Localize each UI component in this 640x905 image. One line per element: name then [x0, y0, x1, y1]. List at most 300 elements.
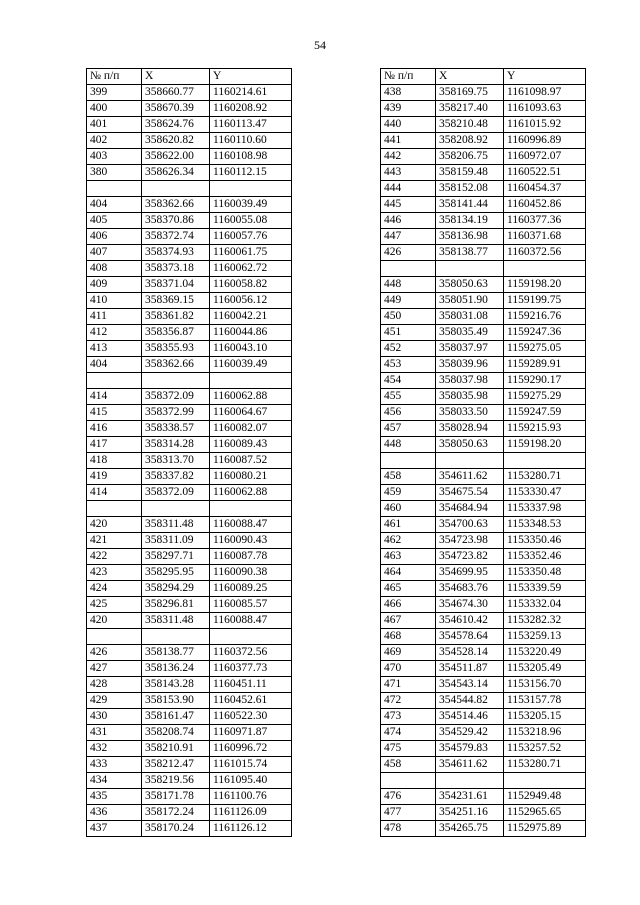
cell-y: 1160087.52	[210, 453, 292, 469]
cell-x: 354529.42	[436, 725, 504, 741]
table-row	[87, 453, 292, 469]
cell-point-number: 457	[381, 421, 436, 437]
table-row	[381, 341, 586, 357]
cell-x: 358372.74	[142, 229, 210, 245]
table-row	[87, 149, 292, 165]
cell-x: 358152.08	[436, 181, 504, 197]
table-row	[87, 725, 292, 741]
cell-point-number: 424	[87, 581, 142, 597]
cell-point-number: 422	[87, 549, 142, 565]
cell-x: 354578.64	[436, 629, 504, 645]
table-row	[381, 421, 586, 437]
table-row	[381, 437, 586, 453]
table-row	[381, 693, 586, 709]
table-row	[381, 597, 586, 613]
page-number: 54	[314, 38, 326, 52]
cell-y: 1159216.76	[504, 309, 586, 325]
cell-y: 1160112.15	[210, 165, 292, 181]
cell-y: 1160055.08	[210, 213, 292, 229]
cell-x: 354684.94	[436, 501, 504, 517]
cell-y: 1160208.92	[210, 101, 292, 117]
cell-y: 1160043.10	[210, 341, 292, 357]
cell-x: 358153.90	[142, 693, 210, 709]
table-row	[381, 229, 586, 245]
cell-y: 1160061.75	[210, 245, 292, 261]
cell-y: 1153352.46	[504, 549, 586, 565]
cell-point-number: 406	[87, 229, 142, 245]
cell-point-number: 445	[381, 197, 436, 213]
cell-x: 354544.82	[436, 693, 504, 709]
table-row	[381, 245, 586, 261]
cell-point-number: 447	[381, 229, 436, 245]
cell-point-number	[87, 181, 142, 197]
table-row	[381, 773, 586, 789]
table-row	[87, 341, 292, 357]
cell-y: 1153332.04	[504, 597, 586, 613]
cell-y: 1160064.67	[210, 405, 292, 421]
cell-point-number: 458	[381, 757, 436, 773]
cell-y: 1159275.29	[504, 389, 586, 405]
cell-point-number: 432	[87, 741, 142, 757]
cell-point-number: 408	[87, 261, 142, 277]
table-row	[87, 677, 292, 693]
table-row	[381, 165, 586, 181]
table-row	[87, 757, 292, 773]
table-row	[87, 501, 292, 517]
cell-point-number: 452	[381, 341, 436, 357]
cell-x: 358138.77	[142, 645, 210, 661]
table-row	[381, 565, 586, 581]
cell-x: 358620.82	[142, 133, 210, 149]
table-row	[87, 325, 292, 341]
table-row	[381, 629, 586, 645]
cell-x: 354723.98	[436, 533, 504, 549]
table-row	[87, 565, 292, 581]
cell-x: 358210.48	[436, 117, 504, 133]
cell-point-number: 442	[381, 149, 436, 165]
cell-y: 1161015.92	[504, 117, 586, 133]
table-row	[381, 709, 586, 725]
cell-y: 1160377.73	[210, 661, 292, 677]
cell-y: 1161126.12	[210, 821, 292, 837]
cell-x: 358313.70	[142, 453, 210, 469]
column-header-y: Y	[210, 69, 292, 85]
cell-y: 1159199.75	[504, 293, 586, 309]
cell-point-number: 448	[381, 437, 436, 453]
cell-x: 358169.75	[436, 85, 504, 101]
cell-point-number: 425	[87, 597, 142, 613]
table-row	[87, 229, 292, 245]
cell-y: 1161095.40	[210, 773, 292, 789]
table-row	[87, 469, 292, 485]
cell-y: 1160372.56	[210, 645, 292, 661]
cell-y: 1153282.32	[504, 613, 586, 629]
cell-y	[210, 629, 292, 645]
cell-x: 358670.39	[142, 101, 210, 117]
cell-x: 354723.82	[436, 549, 504, 565]
cell-y: 1153205.49	[504, 661, 586, 677]
column-header-x: X	[142, 69, 210, 85]
table-row	[381, 805, 586, 821]
cell-y: 1160088.47	[210, 613, 292, 629]
cell-y	[210, 373, 292, 389]
cell-x: 358219.56	[142, 773, 210, 789]
cell-y: 1160057.76	[210, 229, 292, 245]
cell-point-number	[87, 629, 142, 645]
cell-y: 1160454.37	[504, 181, 586, 197]
cell-x: 358141.44	[436, 197, 504, 213]
table-row	[87, 165, 292, 181]
cell-x: 354611.62	[436, 469, 504, 485]
cell-point-number: 434	[87, 773, 142, 789]
cell-point-number: 476	[381, 789, 436, 805]
table-body-right	[381, 85, 586, 837]
cell-x: 358373.18	[142, 261, 210, 277]
table-header-row	[87, 69, 292, 85]
table-row	[87, 181, 292, 197]
cell-x: 358361.82	[142, 309, 210, 325]
cell-point-number: 451	[381, 325, 436, 341]
cell-point-number: 416	[87, 421, 142, 437]
cell-y: 1160039.49	[210, 357, 292, 373]
cell-point-number: 412	[87, 325, 142, 341]
cell-y: 1153350.46	[504, 533, 586, 549]
cell-y	[210, 181, 292, 197]
cell-point-number: 402	[87, 133, 142, 149]
cell-point-number: 477	[381, 805, 436, 821]
table-row	[87, 101, 292, 117]
table-row	[87, 645, 292, 661]
cell-y: 1153156.70	[504, 677, 586, 693]
table-row	[87, 581, 292, 597]
table-row	[381, 645, 586, 661]
cell-point-number: 399	[87, 85, 142, 101]
cell-point-number: 407	[87, 245, 142, 261]
cell-x: 354251.16	[436, 805, 504, 821]
table-row	[87, 661, 292, 677]
table-row	[87, 197, 292, 213]
cell-point-number: 449	[381, 293, 436, 309]
table-row	[87, 821, 292, 837]
cell-y: 1160087.78	[210, 549, 292, 565]
cell-x: 358136.24	[142, 661, 210, 677]
table-row	[87, 517, 292, 533]
cell-y: 1160372.56	[504, 245, 586, 261]
cell-y: 1153339.59	[504, 581, 586, 597]
cell-point-number	[87, 501, 142, 517]
cell-x: 354700.63	[436, 517, 504, 533]
table-row	[87, 549, 292, 565]
cell-point-number: 470	[381, 661, 436, 677]
cell-x: 358369.15	[142, 293, 210, 309]
cell-x: 358311.48	[142, 517, 210, 533]
cell-y: 1160062.88	[210, 485, 292, 501]
cell-point-number: 439	[381, 101, 436, 117]
column-header-number: № п/п	[381, 69, 436, 85]
cell-point-number	[381, 773, 436, 789]
cell-x: 358372.09	[142, 389, 210, 405]
cell-point-number: 443	[381, 165, 436, 181]
cell-point-number: 414	[87, 485, 142, 501]
cell-x: 358217.40	[436, 101, 504, 117]
cell-x: 354528.14	[436, 645, 504, 661]
cell-x: 358355.93	[142, 341, 210, 357]
cell-y: 1153330.47	[504, 485, 586, 501]
table-row	[87, 773, 292, 789]
cell-y: 1153257.52	[504, 741, 586, 757]
cell-x: 354265.75	[436, 821, 504, 837]
cell-point-number: 413	[87, 341, 142, 357]
cell-y: 1159198.20	[504, 277, 586, 293]
cell-y: 1161100.76	[210, 789, 292, 805]
table-row	[381, 389, 586, 405]
table-row	[381, 533, 586, 549]
table-row	[381, 133, 586, 149]
cell-x: 358206.75	[436, 149, 504, 165]
cell-x: 358374.93	[142, 245, 210, 261]
cell-y: 1160108.98	[210, 149, 292, 165]
table-row	[381, 293, 586, 309]
table-row	[87, 293, 292, 309]
cell-x: 358134.19	[436, 213, 504, 229]
cell-point-number: 436	[87, 805, 142, 821]
cell-point-number: 454	[381, 373, 436, 389]
cell-point-number: 459	[381, 485, 436, 501]
table-row	[87, 261, 292, 277]
cell-x	[436, 773, 504, 789]
table-row	[381, 117, 586, 133]
cell-y: 1159289.91	[504, 357, 586, 373]
cell-x: 358338.57	[142, 421, 210, 437]
column-header-x: X	[436, 69, 504, 85]
cell-x: 358170.24	[142, 821, 210, 837]
cell-y: 1160062.72	[210, 261, 292, 277]
cell-y: 1160371.68	[504, 229, 586, 245]
cell-y: 1160056.12	[210, 293, 292, 309]
table-row	[381, 101, 586, 117]
cell-point-number: 468	[381, 629, 436, 645]
cell-y: 1160971.87	[210, 725, 292, 741]
table-row	[381, 453, 586, 469]
cell-point-number: 446	[381, 213, 436, 229]
cell-point-number: 421	[87, 533, 142, 549]
cell-x: 358050.63	[436, 437, 504, 453]
cell-point-number: 423	[87, 565, 142, 581]
cell-x: 354675.54	[436, 485, 504, 501]
cell-point-number: 438	[381, 85, 436, 101]
cell-y: 1159275.05	[504, 341, 586, 357]
coordinates-table-left	[86, 68, 292, 837]
cell-x: 358362.66	[142, 197, 210, 213]
cell-x: 358622.00	[142, 149, 210, 165]
table-row	[87, 85, 292, 101]
cell-x: 358660.77	[142, 85, 210, 101]
table-row	[87, 709, 292, 725]
cell-point-number: 428	[87, 677, 142, 693]
cell-x: 358143.28	[142, 677, 210, 693]
cell-y	[504, 453, 586, 469]
cell-x: 358035.98	[436, 389, 504, 405]
cell-x: 354610.42	[436, 613, 504, 629]
cell-x: 358031.08	[436, 309, 504, 325]
cell-point-number: 404	[87, 357, 142, 373]
cell-point-number: 415	[87, 405, 142, 421]
cell-point-number: 419	[87, 469, 142, 485]
cell-x: 354683.76	[436, 581, 504, 597]
cell-x: 358051.90	[436, 293, 504, 309]
table-row	[381, 277, 586, 293]
cell-x: 358033.50	[436, 405, 504, 421]
table-row	[381, 517, 586, 533]
table-row	[87, 485, 292, 501]
cell-x: 354231.61	[436, 789, 504, 805]
cell-x: 358161.47	[142, 709, 210, 725]
cell-point-number: 404	[87, 197, 142, 213]
table-row	[87, 533, 292, 549]
cell-point-number: 418	[87, 453, 142, 469]
cell-point-number: 411	[87, 309, 142, 325]
cell-x: 358311.09	[142, 533, 210, 549]
cell-x: 358311.48	[142, 613, 210, 629]
cell-point-number: 464	[381, 565, 436, 581]
cell-point-number: 417	[87, 437, 142, 453]
cell-point-number: 453	[381, 357, 436, 373]
table-row	[381, 789, 586, 805]
table-row	[87, 613, 292, 629]
cell-y: 1160113.47	[210, 117, 292, 133]
table-row	[381, 261, 586, 277]
cell-y: 1160522.30	[210, 709, 292, 725]
cell-x: 358208.92	[436, 133, 504, 149]
cell-y: 1160062.88	[210, 389, 292, 405]
cell-point-number: 465	[381, 581, 436, 597]
cell-y: 1160082.07	[210, 421, 292, 437]
cell-point-number: 473	[381, 709, 436, 725]
cell-x	[142, 373, 210, 389]
cell-x: 354543.14	[436, 677, 504, 693]
cell-x: 358294.29	[142, 581, 210, 597]
cell-x	[142, 629, 210, 645]
cell-y: 1153337.98	[504, 501, 586, 517]
cell-x: 358210.91	[142, 741, 210, 757]
cell-x: 358371.04	[142, 277, 210, 293]
table-row	[87, 357, 292, 373]
cell-point-number: 441	[381, 133, 436, 149]
cell-y: 1160214.61	[210, 85, 292, 101]
cell-point-number: 472	[381, 693, 436, 709]
cell-point-number: 426	[87, 645, 142, 661]
cell-x: 358314.28	[142, 437, 210, 453]
cell-y	[210, 501, 292, 517]
cell-y: 1159247.36	[504, 325, 586, 341]
cell-x: 358372.99	[142, 405, 210, 421]
table-row	[381, 581, 586, 597]
cell-x: 358296.81	[142, 597, 210, 613]
cell-point-number	[381, 261, 436, 277]
cell-x: 358039.96	[436, 357, 504, 373]
table-row	[87, 309, 292, 325]
table-row	[381, 677, 586, 693]
cell-y: 1160058.82	[210, 277, 292, 293]
table-row	[87, 421, 292, 437]
cell-point-number: 380	[87, 165, 142, 181]
cell-x: 358212.47	[142, 757, 210, 773]
cell-x: 358159.48	[436, 165, 504, 181]
cell-y: 1161098.97	[504, 85, 586, 101]
table-row	[87, 693, 292, 709]
cell-point-number: 435	[87, 789, 142, 805]
cell-point-number: 401	[87, 117, 142, 133]
cell-y: 1153220.49	[504, 645, 586, 661]
cell-y: 1160089.25	[210, 581, 292, 597]
cell-x: 358172.24	[142, 805, 210, 821]
cell-x: 358297.71	[142, 549, 210, 565]
cell-y: 1160090.43	[210, 533, 292, 549]
table-row	[381, 197, 586, 213]
table-row	[381, 501, 586, 517]
cell-point-number: 471	[381, 677, 436, 693]
cell-x: 354579.83	[436, 741, 504, 757]
cell-x: 358035.49	[436, 325, 504, 341]
cell-point-number: 456	[381, 405, 436, 421]
cell-y: 1152975.89	[504, 821, 586, 837]
table-row	[87, 597, 292, 613]
cell-y	[504, 261, 586, 277]
cell-y: 1160110.60	[210, 133, 292, 149]
table-row	[87, 805, 292, 821]
table-row	[381, 357, 586, 373]
cell-y: 1153348.53	[504, 517, 586, 533]
table-row	[381, 85, 586, 101]
cell-point-number: 433	[87, 757, 142, 773]
cell-point-number: 437	[87, 821, 142, 837]
cell-point-number: 461	[381, 517, 436, 533]
cell-y: 1153280.71	[504, 757, 586, 773]
table-row	[381, 309, 586, 325]
cell-x: 354511.87	[436, 661, 504, 677]
cell-x	[142, 181, 210, 197]
cell-x: 354674.30	[436, 597, 504, 613]
cell-point-number: 474	[381, 725, 436, 741]
cell-point-number: 410	[87, 293, 142, 309]
cell-y: 1160377.36	[504, 213, 586, 229]
cell-point-number: 420	[87, 613, 142, 629]
cell-y: 1153350.48	[504, 565, 586, 581]
cell-point-number: 463	[381, 549, 436, 565]
cell-point-number: 467	[381, 613, 436, 629]
cell-point-number: 458	[381, 469, 436, 485]
table-row	[381, 757, 586, 773]
cell-x: 358037.98	[436, 373, 504, 389]
cell-x: 358356.87	[142, 325, 210, 341]
cell-point-number: 450	[381, 309, 436, 325]
table-row	[381, 725, 586, 741]
cell-x: 358372.09	[142, 485, 210, 501]
cell-x	[436, 261, 504, 277]
table-row	[381, 741, 586, 757]
table-row	[87, 373, 292, 389]
table-body-left	[87, 85, 292, 837]
cell-y: 1160452.61	[210, 693, 292, 709]
cell-y: 1160996.89	[504, 133, 586, 149]
cell-point-number: 466	[381, 597, 436, 613]
cell-y: 1160080.21	[210, 469, 292, 485]
cell-point-number: 414	[87, 389, 142, 405]
cell-point-number: 462	[381, 533, 436, 549]
cell-y: 1160452.86	[504, 197, 586, 213]
cell-y: 1161126.09	[210, 805, 292, 821]
cell-point-number: 403	[87, 149, 142, 165]
